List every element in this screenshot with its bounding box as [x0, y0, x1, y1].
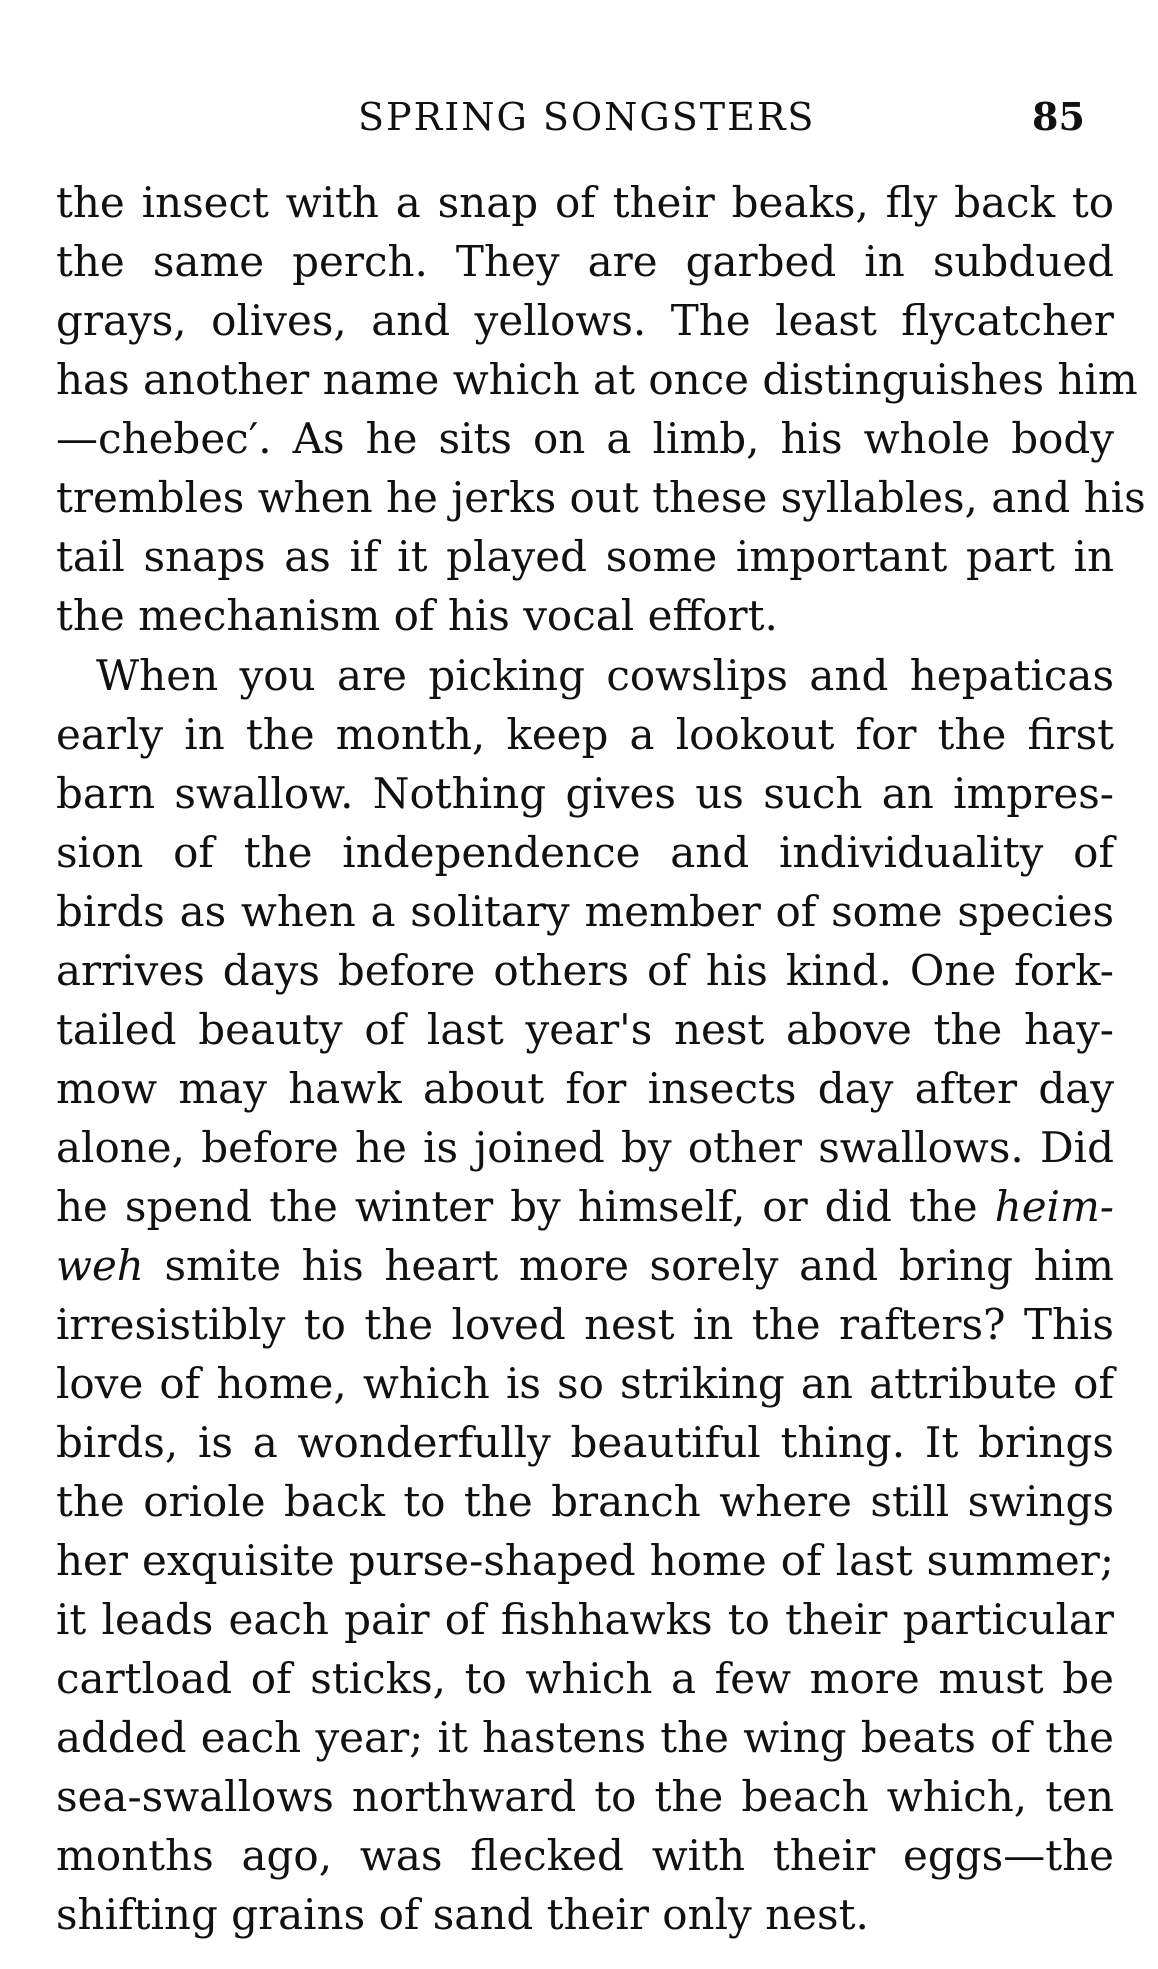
text-line: the mechanism of his vocal effort. [56, 591, 778, 640]
text-fragment: he spend the winter by himself, or did the [56, 1182, 978, 1231]
text-line: birds, is a wonderfully beautiful thing. It brings [56, 1418, 1114, 1467]
text-line: cartload of sticks, to which a few more must be [56, 1654, 1114, 1703]
running-head [0, 92, 1158, 142]
text-line: When you are picking cowslips and hepaticas [96, 651, 1114, 700]
paragraph-2 [56, 646, 1114, 1944]
text-line: the insect with a snap of their beaks, fly back to [56, 178, 1114, 227]
text-line: sea-swallows northward to the beach which, ten [56, 1772, 1114, 1821]
text-line: has another name which at once distinguishes him [56, 355, 1138, 404]
running-title: SPRING SONGSTERS [358, 95, 816, 139]
text-line: shifting grains of sand their only nest. [56, 1890, 869, 1939]
text-line: barn swallow. Nothing gives us such an impres- [56, 769, 1114, 818]
text-line: months ago, was flecked with their eggs—the [56, 1831, 1114, 1880]
text-line: love of home, which is so striking an attribute of [56, 1359, 1114, 1408]
text-line: tail snaps as if it played some important part in [56, 532, 1114, 581]
text-line [56, 1236, 1114, 1295]
page-number: 85 [1032, 94, 1085, 139]
text-fragment: smite his heart more sorely and bring him [164, 1241, 1114, 1290]
italic-word: heim- [994, 1182, 1114, 1231]
text-line: grays, olives, and yellows. The least flycatcher [56, 296, 1114, 345]
text-line: irresistibly to the loved nest in the rafters? This [56, 1300, 1114, 1349]
text-line: early in the month, keep a lookout for the first [56, 710, 1114, 759]
text-line: alone, before he is joined by other swallows. Did [56, 1123, 1114, 1172]
text-line: the oriole back to the branch where still swings [56, 1477, 1114, 1526]
text-line: the same perch. They are garbed in subdued [56, 237, 1114, 286]
text-line: her exquisite purse-shaped home of last summer; [56, 1536, 1114, 1585]
text-line: it leads each pair of fishhawks to their particular [56, 1595, 1114, 1644]
paragraph-1 [56, 173, 1146, 645]
text-line [56, 1177, 1114, 1236]
text-line: arrives days before others of his kind. One fork- [56, 946, 1114, 995]
text-line: trembles when he jerks out these syllables, and his [56, 473, 1146, 522]
text-line: mow may hawk about for insects day after day [56, 1064, 1114, 1113]
text-line: added each year; it hastens the wing beats of the [56, 1713, 1114, 1762]
text-line: —chebec′. As he sits on a limb, his whole body [56, 414, 1114, 463]
text-line: sion of the independence and individuality of [56, 828, 1114, 877]
text-line: birds as when a solitary member of some species [56, 887, 1114, 936]
text-line: tailed beauty of last year's nest above the hay- [56, 1005, 1114, 1054]
italic-word: weh [56, 1241, 144, 1290]
